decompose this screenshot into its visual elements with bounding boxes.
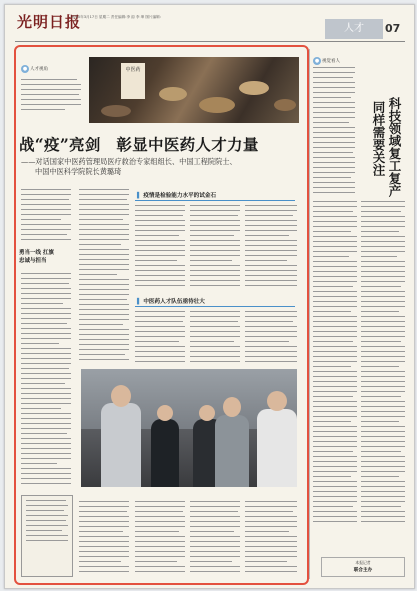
subhead-marker-icon: ▌ (137, 299, 142, 305)
subhead-marker-icon: ▌ (137, 193, 142, 199)
subtitle-line-1: ——对话国家中医药管理局医疗救治专家组组长、中国工程院院士、 (21, 157, 237, 166)
masthead (5, 5, 414, 43)
newspaper-page (4, 4, 415, 589)
subhead-2: ▌ 中医药人才队伍亟待壮大 (137, 299, 205, 305)
right-headline-col1: 科技领域复工复产 (387, 97, 402, 197)
right-column-3 (361, 201, 405, 526)
photo-sign: 中医药 (121, 63, 145, 99)
right-column-2 (313, 201, 357, 526)
highlight-frame (14, 45, 309, 585)
right-kicker: ● 视觉看人 (314, 58, 340, 64)
subtitle-line-2: 中国中医科学院院长黄璐琦 (35, 167, 122, 176)
kicker-bullet-icon: ● (22, 66, 28, 72)
column-divider (309, 49, 310, 579)
right-column-1 (313, 67, 355, 197)
main-headline: 战“疫”亮剑 彰显中医药人才力量 (19, 135, 259, 154)
section-tab: 人才 (325, 19, 383, 39)
masthead-rule (15, 41, 405, 42)
right-bottom-box: 本报记者 联合主办 (321, 557, 405, 577)
right-headline-col2: 同样需要关注 (371, 101, 386, 176)
left-kicker: ● 人才视角 (22, 66, 48, 72)
dateline: 2020年3月17日 星期二 责任编辑:李 韵 李 坤 图片编辑: (71, 15, 161, 19)
pull-quote: 勇当一线 扛旗 忠诚与担当 (19, 250, 54, 264)
subhead-1: ▌ 疫情是检验能力水平的试金石 (137, 193, 217, 199)
kicker-bullet-icon: ● (314, 58, 320, 64)
newspaper-logo: 光明日报 (17, 13, 82, 31)
page-number: 07 (385, 22, 401, 35)
